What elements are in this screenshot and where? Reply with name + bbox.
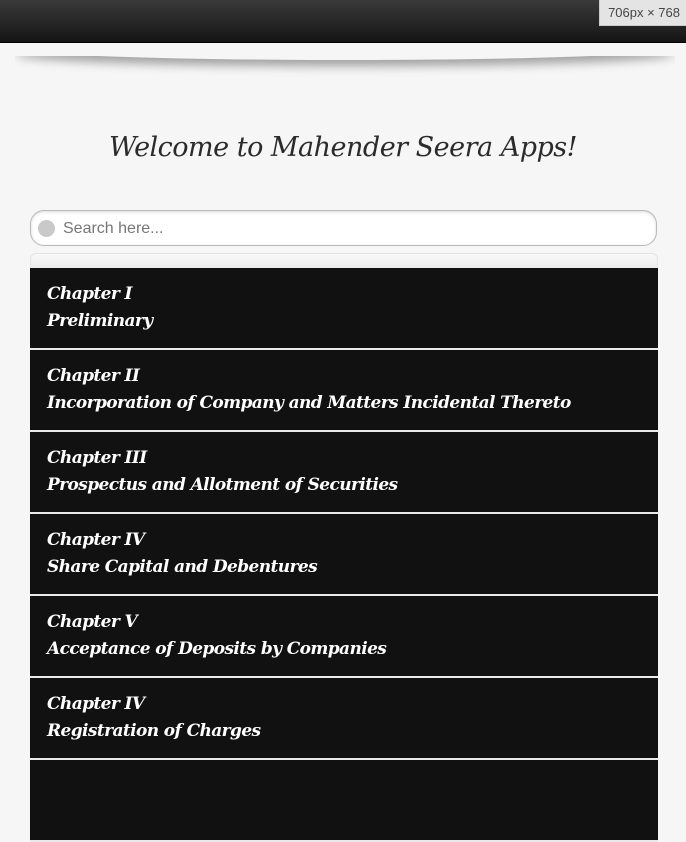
top-header-bar <box>0 0 686 43</box>
chapter-item[interactable] <box>30 350 658 432</box>
chapter-number: Chapter IV <box>47 694 145 714</box>
page-title: Welcome to Mahender Seera Apps! <box>109 132 577 163</box>
chapter-list <box>30 268 658 842</box>
chapter-title: Preliminary <box>47 311 153 331</box>
chapter-number: Chapter II <box>47 366 140 386</box>
shadow-divider <box>15 56 675 86</box>
chapter-number: Chapter I <box>47 284 132 304</box>
chapter-title: Share Capital and Debentures <box>47 557 318 577</box>
chapter-item[interactable] <box>30 432 658 514</box>
chapter-item[interactable] <box>30 596 658 678</box>
chapter-title: Incorporation of Company and Matters Incidental Thereto <box>47 393 571 413</box>
search-input[interactable] <box>61 214 645 244</box>
chapter-number: Chapter IV <box>47 530 145 550</box>
chapter-number: Chapter V <box>47 612 138 632</box>
chapter-item[interactable] <box>30 760 658 842</box>
search-box[interactable] <box>30 210 657 246</box>
viewport-size-badge: 706px × 768 <box>599 0 686 26</box>
chapter-title: Prospectus and Allotment of Securities <box>47 475 398 495</box>
chapter-item[interactable] <box>30 514 658 596</box>
search-icon <box>38 220 55 237</box>
chapter-number: Chapter III <box>47 448 147 468</box>
chapter-title: Registration of Charges <box>47 721 261 741</box>
list-header-strip <box>30 253 658 268</box>
chapter-item[interactable] <box>30 268 658 350</box>
chapter-item[interactable] <box>30 678 658 760</box>
chapter-title: Acceptance of Deposits by Companies <box>47 639 387 659</box>
